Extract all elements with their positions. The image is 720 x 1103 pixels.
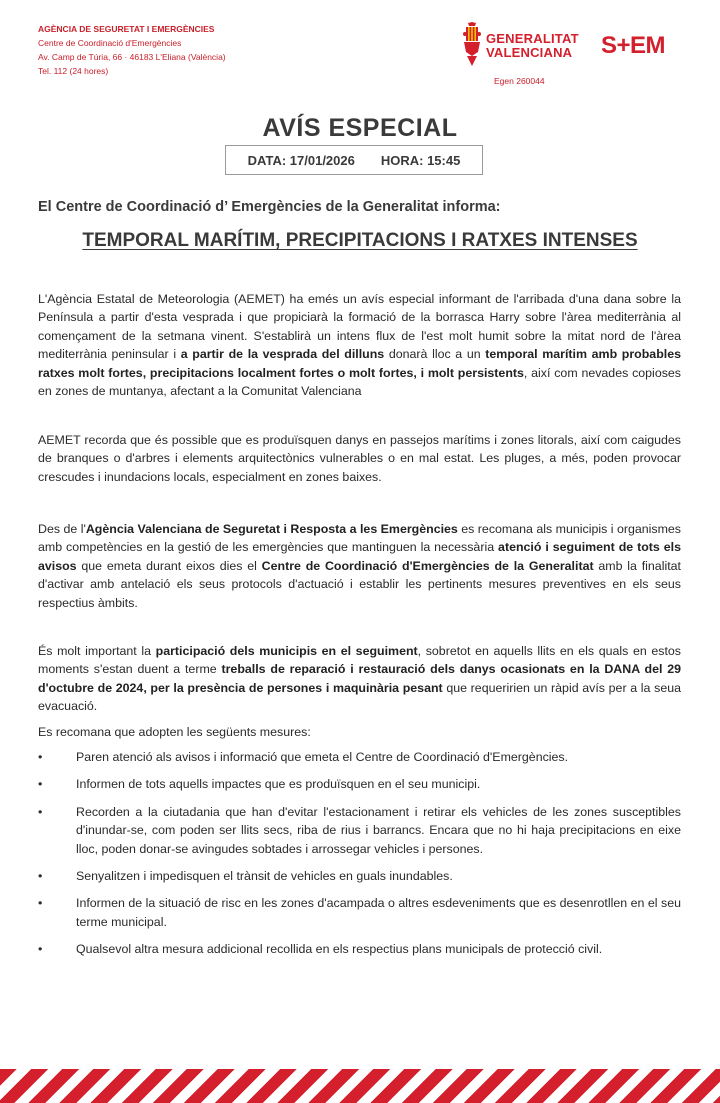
paragraph-agency-recommendation — [38, 520, 681, 612]
paragraph-municipal-participation — [38, 642, 681, 716]
list-item — [38, 748, 681, 766]
list-item — [38, 867, 681, 885]
p3-bold-1: Agència Valenciana de Seguretat i Resposta a les Emergències — [85, 522, 458, 536]
organisation-address: Av. Camp de Túria, 66 · 46183 L'Eliana (València) — [38, 52, 226, 62]
p3-text-2: es recomana als municipis i organismes amb competències en la gestió de les emergències que mantinguen la necessària — [38, 522, 681, 555]
list-item-text: Qualsevol altra mesura addicional recollida en els respectius plans municipals de protecció civil. — [76, 942, 603, 957]
list-item-text: Paren atenció als avisos i informació que emeta el Centre de Coordinació d'Emergències. — [76, 750, 569, 764]
list-item — [38, 775, 681, 793]
document-reference: Egen 260044 — [494, 76, 545, 86]
list-item — [38, 940, 681, 958]
notice-title: AVÍS ESPECIAL — [262, 114, 458, 142]
notice-time: HORA: 15:45 — [380, 152, 461, 168]
informs-line: El Centre de Coordinació d’ Emergències de la Generalitat informa: — [38, 199, 501, 215]
organisation-centre: Centre de Coordinació d'Emergències — [38, 38, 182, 48]
p1-text-3: , així com nevades copioses en zones de muntanya, afectant a la Comunitat Valenciana — [38, 365, 681, 399]
organisation-block — [38, 22, 226, 78]
p3-bold-2: atenció i seguiment de tots els avisos — [38, 540, 681, 573]
p1-text-1: L'Agència Estatal de Meteorologia (AEMET) ha emés un avís especial informant de l'arribada d'una dana sobre la Península a partir d'esta vesprada i que propiciarà la formació de la borrasca Harry sobre l'àrea mediterrània al començament de la setmana vinent. S'establirà un intens flux de l'est molt humit sobre la mitat nord de l'àrea mediterrània peninsular i — [38, 292, 681, 362]
bullet-icon: • — [38, 750, 43, 764]
list-item — [38, 894, 681, 931]
bullet-icon: • — [38, 869, 43, 884]
p3-text-1: Des de l' — [38, 522, 86, 536]
p3-text-4: amb la finalitat d'activar amb antelació els seus protocols d'actuació i establir les pertinents mesures preventives en els seus respectius àmbits. — [38, 558, 681, 610]
p3-text-3: que emeta durant eixos dies el — [76, 558, 262, 573]
generalitat-wordmark — [486, 32, 579, 60]
list-item-text: Informen de la situació de risc en les zones d'acampada o altres esdeveniments que es desenrotllen en el seu terme municipal. — [76, 896, 681, 929]
list-item — [38, 803, 681, 858]
paragraph-aemet-warning — [38, 290, 681, 400]
generalitat-line2: VALENCIANA — [486, 45, 573, 60]
p4-text-1: És molt important la — [38, 644, 156, 658]
bullet-icon: • — [38, 896, 43, 911]
date-time-box — [225, 145, 483, 175]
generalitat-line1: GENERALITAT — [486, 31, 579, 46]
p4-bold-2: treballs de reparació i restauració dels danys ocasionats en la DANA del 29 d'octubre de 2024, per la presència de persones i maquinària pesant — [38, 662, 681, 695]
generalitat-logo — [462, 22, 592, 66]
paragraph-aemet-damage: AEMET recorda que és possible que es produïsquen danys en passejos marítims i zones litorals, així com caigudes de branques o d'arbres i elements arquitectònics vulnerables o en mal estat. Les pluges, a més, poden provocar crescudes i inundacions locals, especialment en zones baixes. — [38, 433, 681, 484]
warning-stripe-footer — [0, 1069, 720, 1103]
sem-logo: S+EM — [601, 32, 666, 59]
bullet-icon: • — [38, 942, 43, 957]
p1-text-2: donarà lloc a un — [384, 347, 486, 362]
p4-text-2: , sobretot en aquells llits en els quals en estos moments s'estan duent a terme — [38, 644, 681, 677]
list-item-text: Informen de tots aquells impactes que es produïsquen en el seu municipi. — [76, 777, 481, 792]
list-item-text: Senyalitzen i impedisquen el trànsit de vehicles en guals inundables. — [76, 869, 453, 884]
notice-headline: TEMPORAL MARÍTIM, PRECIPITACIONS I RATXES INTENSES — [82, 230, 638, 251]
p1-bold-2: temporal marítim amb probables ratxes molt fortes, precipitacions localment fortes o molt fortes, i molt persistents — [38, 347, 681, 380]
p1-bold-1: a partir de la vesprada del dilluns — [180, 347, 385, 362]
bullet-icon: • — [38, 777, 43, 792]
measures-intro: Es recomana que adopten les següents mesures: — [38, 725, 311, 739]
p4-bold-1: participació dels municipis en el seguiment — [155, 644, 418, 658]
bullet-icon: • — [38, 804, 43, 819]
measures-list — [38, 748, 681, 968]
notice-date: DATA: 17/01/2026 — [247, 152, 355, 168]
list-item-text: Recorden a la ciutadania que han d'evitar l'estacionament i retirar els vehicles de les zones susceptibles d'inundar-se, com poden ser llits secs, riba de rius i barrancs. Encara que no hi haja precipitacions en eixe lloc, poden donar-se avingudes sobtades i arrossegar vehicles i persones. — [76, 804, 681, 856]
organisation-phone: Tel. 112 (24 hores) — [38, 66, 109, 76]
p3-bold-3: Centre de Coordinació d'Emergències de la Generalitat — [261, 558, 594, 573]
p4-text-3: que requeririen un ràpid avís per a la seua evacuació. — [38, 680, 681, 714]
coat-of-arms-icon — [462, 22, 482, 66]
organisation-name: AGÈNCIA DE SEGURETAT I EMERGÈNCIES — [38, 24, 215, 34]
